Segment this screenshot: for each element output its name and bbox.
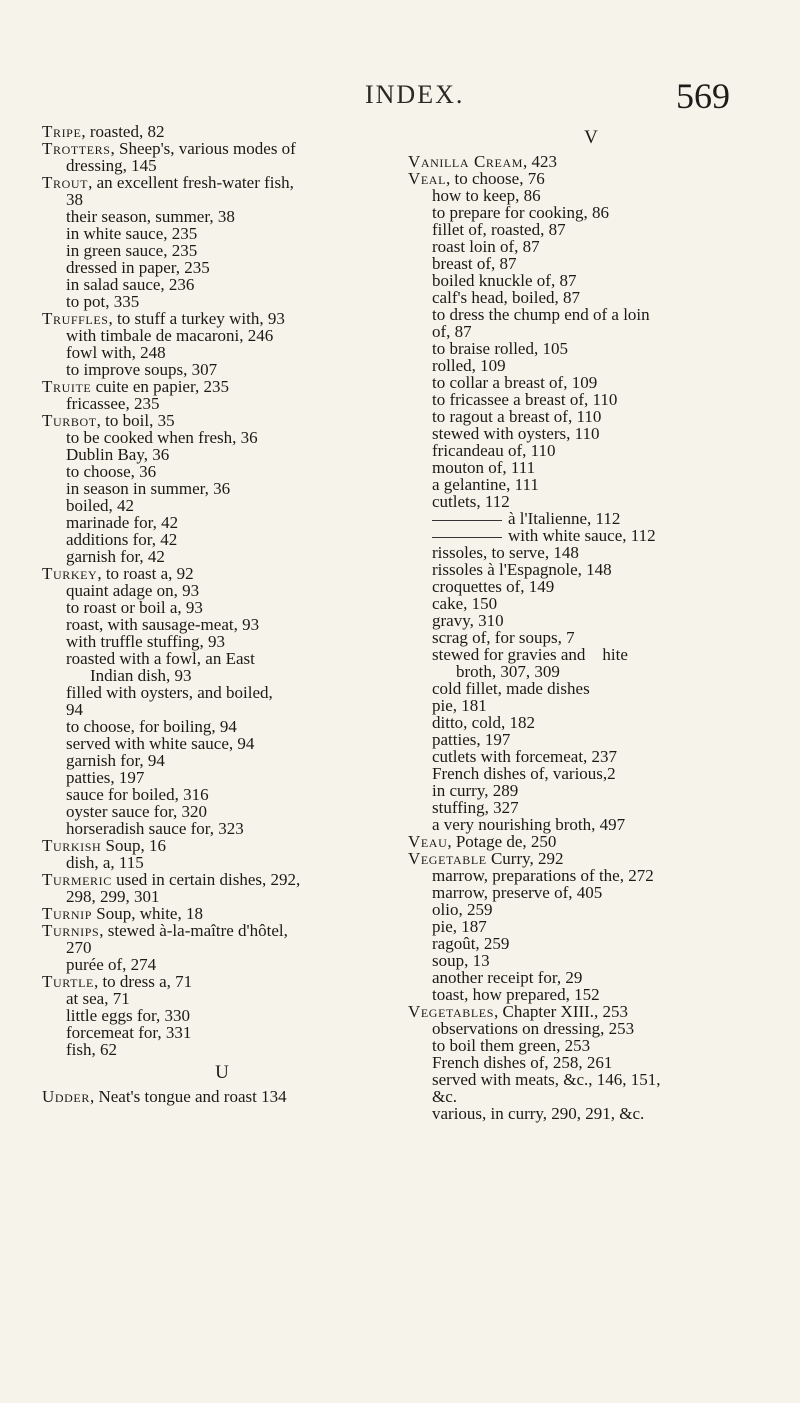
subentry-line <box>42 480 402 497</box>
entry-text: Dublin Bay, 36 <box>66 445 170 464</box>
entry-text: , 423 <box>523 152 557 171</box>
entry-text: to collar a breast of, 109 <box>432 373 598 392</box>
entry-heading-line <box>42 565 402 582</box>
entry-text: rissoles à l'Espagnole, 148 <box>432 560 612 579</box>
entry-text: cutlets, 112 <box>432 492 510 511</box>
subentry-line <box>408 1020 774 1037</box>
subentry-line <box>408 425 774 442</box>
entry-text: with truffle stuffing, 93 <box>66 632 225 651</box>
entry-text: filled with oysters, and boiled, <box>66 683 273 702</box>
entry-text: with timbale de macaroni, 246 <box>66 326 274 345</box>
index-entry <box>42 1088 402 1105</box>
subentry-line <box>42 888 402 905</box>
entry-text: , to roast a, 92 <box>97 564 194 583</box>
subentry-line <box>408 731 774 748</box>
entry-heading-line <box>42 905 402 922</box>
subentry-line <box>42 956 402 973</box>
subentry-line <box>408 1054 774 1071</box>
entry-text: 94 <box>66 700 83 719</box>
entry-text: their season, summer, 38 <box>66 207 235 226</box>
entry-headword: Turtle <box>42 972 94 991</box>
subentry-line <box>408 714 774 731</box>
entry-headword: Turbot <box>42 411 97 430</box>
index-entry <box>408 1003 774 1122</box>
entry-text: breast of, 87 <box>432 254 517 273</box>
entry-headword: Trout <box>42 173 89 192</box>
entry-text: 298, 299, 301 <box>66 887 160 906</box>
entry-text: croquettes of, 149 <box>432 577 555 596</box>
subentry-text: à l'Italienne, 112 <box>508 509 621 528</box>
subentry-line <box>42 786 402 803</box>
entry-text: various, in curry, 290, 291, &c. <box>432 1104 645 1123</box>
section-letter: V <box>584 127 598 148</box>
entry-text: observations on dressing, 253 <box>432 1019 635 1038</box>
subentry-line <box>408 986 774 1003</box>
entry-text: ditto, cold, 182 <box>432 713 535 732</box>
entry-text: of, 87 <box>432 322 472 341</box>
entry-text: garnish for, 42 <box>66 547 165 566</box>
subentry-line <box>42 1007 402 1024</box>
subentry-line <box>42 463 402 480</box>
entry-text: in curry, 289 <box>432 781 519 800</box>
entry-text: , to stuff a turkey with, 93 <box>108 309 285 328</box>
subentry-line <box>408 646 774 663</box>
entry-text: roasted with a fowl, an East <box>66 649 255 668</box>
index-entry <box>42 973 402 1058</box>
entry-text: , Sheep's, various modes of <box>110 139 296 158</box>
subentry-line <box>408 969 774 986</box>
entry-heading-line <box>42 837 402 854</box>
entry-text: marrow, preparations of the, 272 <box>432 866 654 885</box>
entry-text: Soup, white, 18 <box>92 904 203 923</box>
subentry-line <box>408 765 774 782</box>
entry-text: stewed for gravies and hite <box>432 645 628 664</box>
subentry-line <box>408 1071 774 1088</box>
section-letter: U <box>215 1062 229 1083</box>
subentry-line <box>408 510 774 527</box>
subentry-line <box>42 735 402 752</box>
entry-text: fricassee, 235 <box>66 394 160 413</box>
entry-text: , to choose, 76 <box>446 169 545 188</box>
entry-heading-line <box>408 1003 774 1020</box>
entry-headword: Turkish <box>42 836 102 855</box>
entry-heading-line <box>42 871 402 888</box>
entry-text: to choose, for boiling, 94 <box>66 717 237 736</box>
subentry-line <box>408 935 774 952</box>
subentry-line <box>42 293 402 310</box>
entry-headword: Vanilla Cream <box>408 152 523 171</box>
index-column-left <box>42 123 402 1105</box>
subentry-line <box>42 531 402 548</box>
subentry-line <box>42 650 402 667</box>
entry-text: in season in summer, 36 <box>66 479 231 498</box>
entry-text: Soup, 16 <box>101 836 166 855</box>
subentry-line <box>408 1088 774 1105</box>
subentry-line <box>42 242 402 259</box>
subentry-line <box>408 884 774 901</box>
entry-text: to prepare for cooking, 86 <box>432 203 610 222</box>
index-entry <box>42 922 402 973</box>
subentry-line <box>42 939 402 956</box>
entry-headword: Tripe <box>42 122 82 141</box>
entry-heading-line <box>42 140 402 157</box>
subentry-line <box>408 238 774 255</box>
entry-text: used in certain dishes, 292, <box>111 870 301 889</box>
entry-text: to choose, 36 <box>66 462 157 481</box>
entry-text: to dress the chump end of a loin <box>432 305 650 324</box>
entry-headword: Turmeric <box>42 870 112 889</box>
entry-text: to improve soups, 307 <box>66 360 218 379</box>
entry-text: cutlets with forcemeat, 237 <box>432 747 618 766</box>
entry-text: cake, 150 <box>432 594 498 613</box>
entry-text: pie, 181 <box>432 696 487 715</box>
subentry-line <box>408 816 774 833</box>
subentry-line <box>408 799 774 816</box>
subentry-line <box>42 497 402 514</box>
entry-text: fricandeau of, 110 <box>432 441 556 460</box>
entry-heading-line <box>42 310 402 327</box>
subentry-line <box>408 901 774 918</box>
subentry-line <box>408 748 774 765</box>
entry-text: dressed in paper, 235 <box>66 258 210 277</box>
entry-text: 38 <box>66 190 83 209</box>
entry-text: fish, 62 <box>66 1040 117 1059</box>
entry-text: oyster sauce for, 320 <box>66 802 207 821</box>
ditto-dash <box>432 537 502 538</box>
entry-heading-line <box>408 833 774 850</box>
entry-heading-line <box>408 153 774 170</box>
subentry-line <box>408 221 774 238</box>
subentry-line <box>42 599 402 616</box>
subentry-text: with white sauce, 112 <box>508 526 656 545</box>
entry-text: rissoles, to serve, 148 <box>432 543 579 562</box>
page-number: 569 <box>676 76 730 116</box>
subentry-line <box>408 357 774 374</box>
entry-heading-line <box>408 170 774 187</box>
subentry-line <box>42 157 402 174</box>
subentry-line <box>408 527 774 544</box>
subentry-line <box>408 697 774 714</box>
page-header <box>0 72 800 116</box>
entry-heading-line <box>42 174 402 191</box>
index-entry <box>408 153 774 170</box>
subentry-line <box>42 276 402 293</box>
entry-text: a very nourishing broth, 497 <box>432 815 626 834</box>
entry-text: Indian dish, 93 <box>90 666 192 685</box>
index-entry <box>408 170 774 833</box>
entry-text: served with white sauce, 94 <box>66 734 255 753</box>
index-entry <box>42 871 402 905</box>
entry-text: dressing, 145 <box>66 156 157 175</box>
entry-text: rolled, 109 <box>432 356 506 375</box>
subentry-line <box>408 255 774 272</box>
subentry-line <box>408 629 774 646</box>
entry-text: , an excellent fresh-water fish, <box>88 173 294 192</box>
entry-text: to pot, 335 <box>66 292 140 311</box>
subentry-line <box>42 820 402 837</box>
entry-text: , Potage de, 250 <box>447 832 557 851</box>
subentry-line <box>42 701 402 718</box>
entry-text: served with meats, &c., 146, 151, <box>432 1070 661 1089</box>
subentry-line <box>408 782 774 799</box>
subentry-line <box>408 476 774 493</box>
entry-text: cold fillet, made dishes <box>432 679 590 698</box>
entry-text: gravy, 310 <box>432 611 504 630</box>
subentry-line <box>42 191 402 208</box>
subentry-line <box>408 289 774 306</box>
entry-heading-line <box>42 378 402 395</box>
subentry-line <box>42 1024 402 1041</box>
subentry-line <box>408 578 774 595</box>
subentry-line <box>42 344 402 361</box>
entry-text: stewed with oysters, 110 <box>432 424 600 443</box>
subentry-line <box>408 323 774 340</box>
entry-headword: Udder <box>42 1087 90 1106</box>
entry-text: stuffing, 327 <box>432 798 519 817</box>
entry-text: dish, a, 115 <box>66 853 144 872</box>
subentry-line <box>42 854 402 871</box>
entry-text: in green sauce, 235 <box>66 241 198 260</box>
subentry-line <box>42 667 402 684</box>
entry-text: roast, with sausage-meat, 93 <box>66 615 260 634</box>
subentry-line <box>42 1041 402 1058</box>
subentry-line <box>42 395 402 412</box>
entry-text: marrow, preserve of, 405 <box>432 883 603 902</box>
entry-text: in salad sauce, 236 <box>66 275 195 294</box>
entry-text: boiled knuckle of, 87 <box>432 271 577 290</box>
entry-text: &c. <box>432 1087 458 1106</box>
entry-text: 270 <box>66 938 92 957</box>
subentry-line <box>42 225 402 242</box>
index-entry <box>42 412 402 565</box>
subentry-line <box>408 952 774 969</box>
entry-text: , to boil, 35 <box>96 411 175 430</box>
entry-text: boiled, 42 <box>66 496 134 515</box>
index-entry <box>42 310 402 378</box>
entry-text: patties, 197 <box>66 768 145 787</box>
entry-text: , Chapter XIII., 253 <box>493 1002 629 1021</box>
entry-text: roast loin of, 87 <box>432 237 540 256</box>
subentry-line <box>408 408 774 425</box>
entry-text: fowl with, 248 <box>66 343 166 362</box>
entry-text: another receipt for, 29 <box>432 968 583 987</box>
subentry-line <box>408 306 774 323</box>
running-title: INDEX. <box>365 80 465 109</box>
subentry-line <box>408 374 774 391</box>
subentry-line <box>42 446 402 463</box>
subentry-line <box>408 459 774 476</box>
subentry-line <box>42 769 402 786</box>
ditto-dash <box>432 520 502 521</box>
entry-heading-line <box>42 1088 402 1105</box>
entry-text: sauce for boiled, 316 <box>66 785 209 804</box>
entry-text: , roasted, 82 <box>81 122 165 141</box>
index-entry <box>408 850 774 1003</box>
subentry-line <box>42 684 402 701</box>
entry-text: horseradish sauce for, 323 <box>66 819 244 838</box>
entry-text: to fricassee a breast of, 110 <box>432 390 618 409</box>
subentry-line <box>408 663 774 680</box>
entry-text: scrag of, for soups, 7 <box>432 628 575 647</box>
entry-text: toast, how prepared, 152 <box>432 985 600 1004</box>
entry-text: , to dress a, 71 <box>93 972 193 991</box>
subentry-line <box>408 493 774 510</box>
entry-text: to ragout a breast of, 110 <box>432 407 602 426</box>
entry-headword: Trotters <box>42 139 111 158</box>
index-entry <box>42 140 402 174</box>
subentry-line <box>408 918 774 935</box>
subentry-line <box>408 867 774 884</box>
entry-text: at sea, 71 <box>66 989 130 1008</box>
entry-heading-line <box>42 123 402 140</box>
entry-text: pie, 187 <box>432 917 487 936</box>
entry-headword: Turnips <box>42 921 100 940</box>
subentry-line <box>408 680 774 697</box>
entry-heading-line <box>42 973 402 990</box>
subentry-line <box>42 633 402 650</box>
subentry-line <box>42 327 402 344</box>
subentry-line <box>42 803 402 820</box>
subentry-line <box>408 391 774 408</box>
entry-text: marinade for, 42 <box>66 513 179 532</box>
entry-text: a gelantine, 111 <box>432 475 539 494</box>
entry-text: French dishes of, 258, 261 <box>432 1053 613 1072</box>
subentry-line <box>408 595 774 612</box>
entry-heading-line <box>408 850 774 867</box>
entry-text: to braise rolled, 105 <box>432 339 568 358</box>
entry-text: to roast or boil a, 93 <box>66 598 203 617</box>
entry-text: mouton of, 111 <box>432 458 536 477</box>
subentry-line <box>42 616 402 633</box>
entry-text: purée of, 274 <box>66 955 157 974</box>
entry-headword: Veal <box>408 169 447 188</box>
subentry-line <box>408 612 774 629</box>
entry-text: , Neat's tongue and roast 134 <box>89 1087 287 1106</box>
entry-text: , stewed à-la-maître d'hôtel, <box>99 921 288 940</box>
entry-headword: Vegetables <box>408 1002 494 1021</box>
subentry-line <box>408 1037 774 1054</box>
entry-text: Curry, 292 <box>486 849 564 868</box>
entry-headword: Truffles <box>42 309 109 328</box>
subentry-line <box>408 442 774 459</box>
entry-headword: Turkey <box>42 564 98 583</box>
subentry-line <box>42 718 402 735</box>
entry-headword: Veau <box>408 832 448 851</box>
subentry-line <box>42 990 402 1007</box>
subentry-line <box>408 340 774 357</box>
subentry-line <box>42 514 402 531</box>
entry-heading-line <box>42 922 402 939</box>
entry-text: to boil them green, 253 <box>432 1036 591 1055</box>
index-entry <box>42 565 402 837</box>
index-entry <box>42 837 402 871</box>
entry-text: to be cooked when fresh, 36 <box>66 428 258 447</box>
entry-text: French dishes of, various,2 <box>432 764 616 783</box>
subentry-line <box>408 272 774 289</box>
subentry-line <box>408 1105 774 1122</box>
subentry-line <box>42 429 402 446</box>
entry-text: fillet of, roasted, 87 <box>432 220 566 239</box>
subentry-line <box>42 208 402 225</box>
subentry-line <box>408 561 774 578</box>
entry-text: calf's head, boiled, 87 <box>432 288 580 307</box>
entry-heading-line <box>42 412 402 429</box>
subentry-line <box>408 544 774 561</box>
subentry-line <box>42 752 402 769</box>
entry-text: soup, 13 <box>432 951 490 970</box>
entry-text: broth, 307, 309 <box>456 662 560 681</box>
index-entry <box>408 833 774 850</box>
entry-text: additions for, 42 <box>66 530 178 549</box>
index-entry <box>42 174 402 310</box>
subentry-line <box>408 204 774 221</box>
index-entry <box>42 905 402 922</box>
entry-text: ragoût, 259 <box>432 934 510 953</box>
entry-text: cuite en papier, 235 <box>91 377 229 396</box>
entry-text: garnish for, 94 <box>66 751 165 770</box>
entry-text: quaint adage on, 93 <box>66 581 200 600</box>
subentry-line <box>42 548 402 565</box>
entry-text: olio, 259 <box>432 900 493 919</box>
entry-text: how to keep, 86 <box>432 186 541 205</box>
index-entry <box>42 378 402 412</box>
subentry-line <box>42 259 402 276</box>
entry-text: little eggs for, 330 <box>66 1006 190 1025</box>
entry-text: patties, 197 <box>432 730 511 749</box>
index-column-right <box>408 123 774 1122</box>
subentry-line <box>42 361 402 378</box>
subentry-line <box>42 582 402 599</box>
index-entry <box>42 123 402 140</box>
subentry-line <box>408 187 774 204</box>
entry-text: forcemeat for, 331 <box>66 1023 192 1042</box>
entry-headword: Turnip <box>42 904 92 923</box>
entry-text: in white sauce, 235 <box>66 224 198 243</box>
entry-headword: Vegetable <box>408 849 487 868</box>
entry-headword: Truite <box>42 377 92 396</box>
